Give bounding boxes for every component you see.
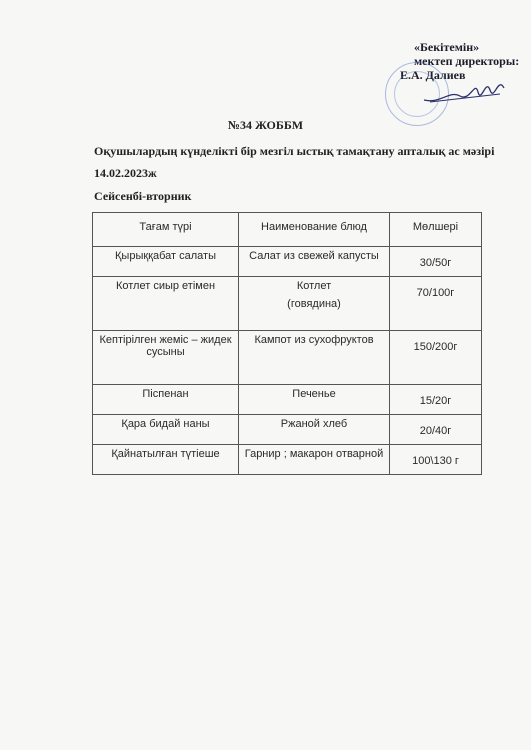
cell-kz: Қырыққабат салаты	[93, 247, 239, 277]
menu-table	[92, 212, 482, 475]
cell-kz: Кептірілген жеміс – жидек сусыны	[93, 331, 239, 385]
cell-qty: 20/40г	[390, 415, 482, 445]
cell-ru	[239, 277, 390, 331]
table-row	[93, 331, 482, 385]
table-row	[93, 277, 482, 331]
menu-day: Сейсенбі-вторник	[94, 189, 192, 203]
cell-kz: Піспенан	[93, 385, 239, 415]
header-quantity: Мөлшері	[390, 213, 482, 247]
approval-line-1: «Бекітемін»	[414, 40, 480, 54]
menu-date: 14.02.2023ж	[94, 166, 157, 180]
signature-icon	[420, 70, 510, 110]
cell-kz: Котлет сиыр етімен	[93, 277, 239, 331]
header-dish-type: Тағам түрі	[93, 213, 239, 247]
table-row	[93, 385, 482, 415]
table-row	[93, 415, 482, 445]
menu-title: Оқушылардың күнделікті бір мезгіл ыстық тамақтану апталық ас мәзірі	[94, 144, 495, 158]
cell-kz: Қара бидай наны	[93, 415, 239, 445]
cell-qty: 15/20г	[390, 385, 482, 415]
cell-ru: Салат из свежей капусты	[239, 247, 390, 277]
school-name: №34 ЖОББМ	[227, 118, 304, 132]
cell-qty: 100\130 г	[390, 445, 482, 475]
cell-ru: Ржаной хлеб	[239, 415, 390, 445]
cell-qty: 70/100г	[390, 277, 482, 331]
cell-ru: Гарнир ; макарон отварной	[239, 445, 390, 475]
cell-ru: Печенье	[239, 385, 390, 415]
table-row	[93, 247, 482, 277]
table-header-row	[93, 213, 482, 247]
header-dish-name: Наименование блюд	[239, 213, 390, 247]
approval-line-3: Е.А. Далиев	[400, 68, 466, 82]
table-row	[93, 445, 482, 475]
cell-ru-line-1: Котлет	[296, 280, 332, 292]
cell-ru-line-2: (говядина)	[287, 298, 341, 310]
cell-qty: 150/200г	[390, 331, 482, 385]
cell-ru: Кампот из сухофруктов	[239, 331, 390, 385]
cell-kz: Қайнатылған түтіеше	[93, 445, 239, 475]
approval-line-2: мектеп директоры:	[414, 54, 520, 68]
cell-qty: 30/50г	[390, 247, 482, 277]
